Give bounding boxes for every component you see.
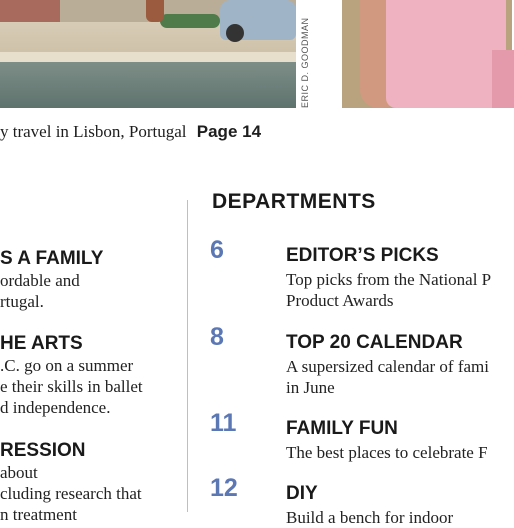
departments-list — [210, 236, 512, 527]
photo-car-wheel — [226, 24, 244, 42]
feature-item[interactable] — [0, 248, 186, 312]
feature-line: cluding research that — [0, 484, 142, 503]
department-description — [286, 442, 512, 463]
features-column — [0, 244, 186, 524]
department-heading: TOP 20 CALENDAR — [286, 332, 463, 353]
department-description — [286, 356, 512, 398]
photo-wall — [0, 0, 60, 24]
feature-heading: HE ARTS — [0, 333, 83, 354]
department-line: Top picks from the National P — [286, 270, 492, 289]
departments-title: DEPARTMENTS — [212, 190, 376, 213]
department-line: in June — [286, 378, 335, 397]
department-heading: EDITOR’S PICKS — [286, 245, 439, 266]
department-line: Build a bench for indoor — [286, 508, 454, 527]
photo-bush — [160, 14, 220, 28]
feature-heading: RESSION — [0, 440, 86, 461]
lisbon-photo — [0, 0, 296, 108]
photo-credit: ERIC D. GOODMAN — [300, 17, 310, 108]
department-description — [286, 507, 512, 528]
photo-pool — [0, 62, 296, 108]
feature-line: rtugal. — [0, 292, 44, 311]
department-page-number: 11 — [210, 409, 237, 437]
feature-item[interactable] — [0, 333, 186, 418]
department-heading: DIY — [286, 483, 318, 504]
feature-line: n treatment — [0, 505, 77, 524]
photo-shirt — [386, 0, 506, 108]
person-photo — [342, 0, 512, 108]
department-line: Product Awards — [286, 291, 394, 310]
photo-shirt-shadow — [492, 50, 514, 108]
photo-pot — [146, 0, 164, 22]
feature-line: e their skills in ballet — [0, 377, 143, 396]
department-page-number: 8 — [210, 323, 224, 351]
column-divider — [187, 200, 188, 512]
feature-line: .C. go on a summer — [0, 356, 134, 375]
caption-page-link[interactable]: Page 14 — [196, 122, 262, 141]
feature-line: d independence. — [0, 398, 111, 417]
photo-caption — [0, 122, 512, 146]
feature-heading: S A FAMILY — [0, 248, 104, 269]
feature-line: ordable and — [0, 271, 80, 290]
department-page-number: 12 — [210, 474, 238, 502]
department-line: The best places to celebrate F — [286, 443, 488, 462]
department-heading: FAMILY FUN — [286, 418, 398, 439]
feature-item[interactable] — [0, 440, 186, 525]
department-description — [286, 269, 512, 311]
feature-line: about — [0, 463, 38, 482]
caption-text: y travel in Lisbon, Portugal — [0, 122, 187, 141]
department-line: A supersized calendar of fami — [286, 357, 489, 376]
department-page-number: 6 — [210, 236, 224, 264]
